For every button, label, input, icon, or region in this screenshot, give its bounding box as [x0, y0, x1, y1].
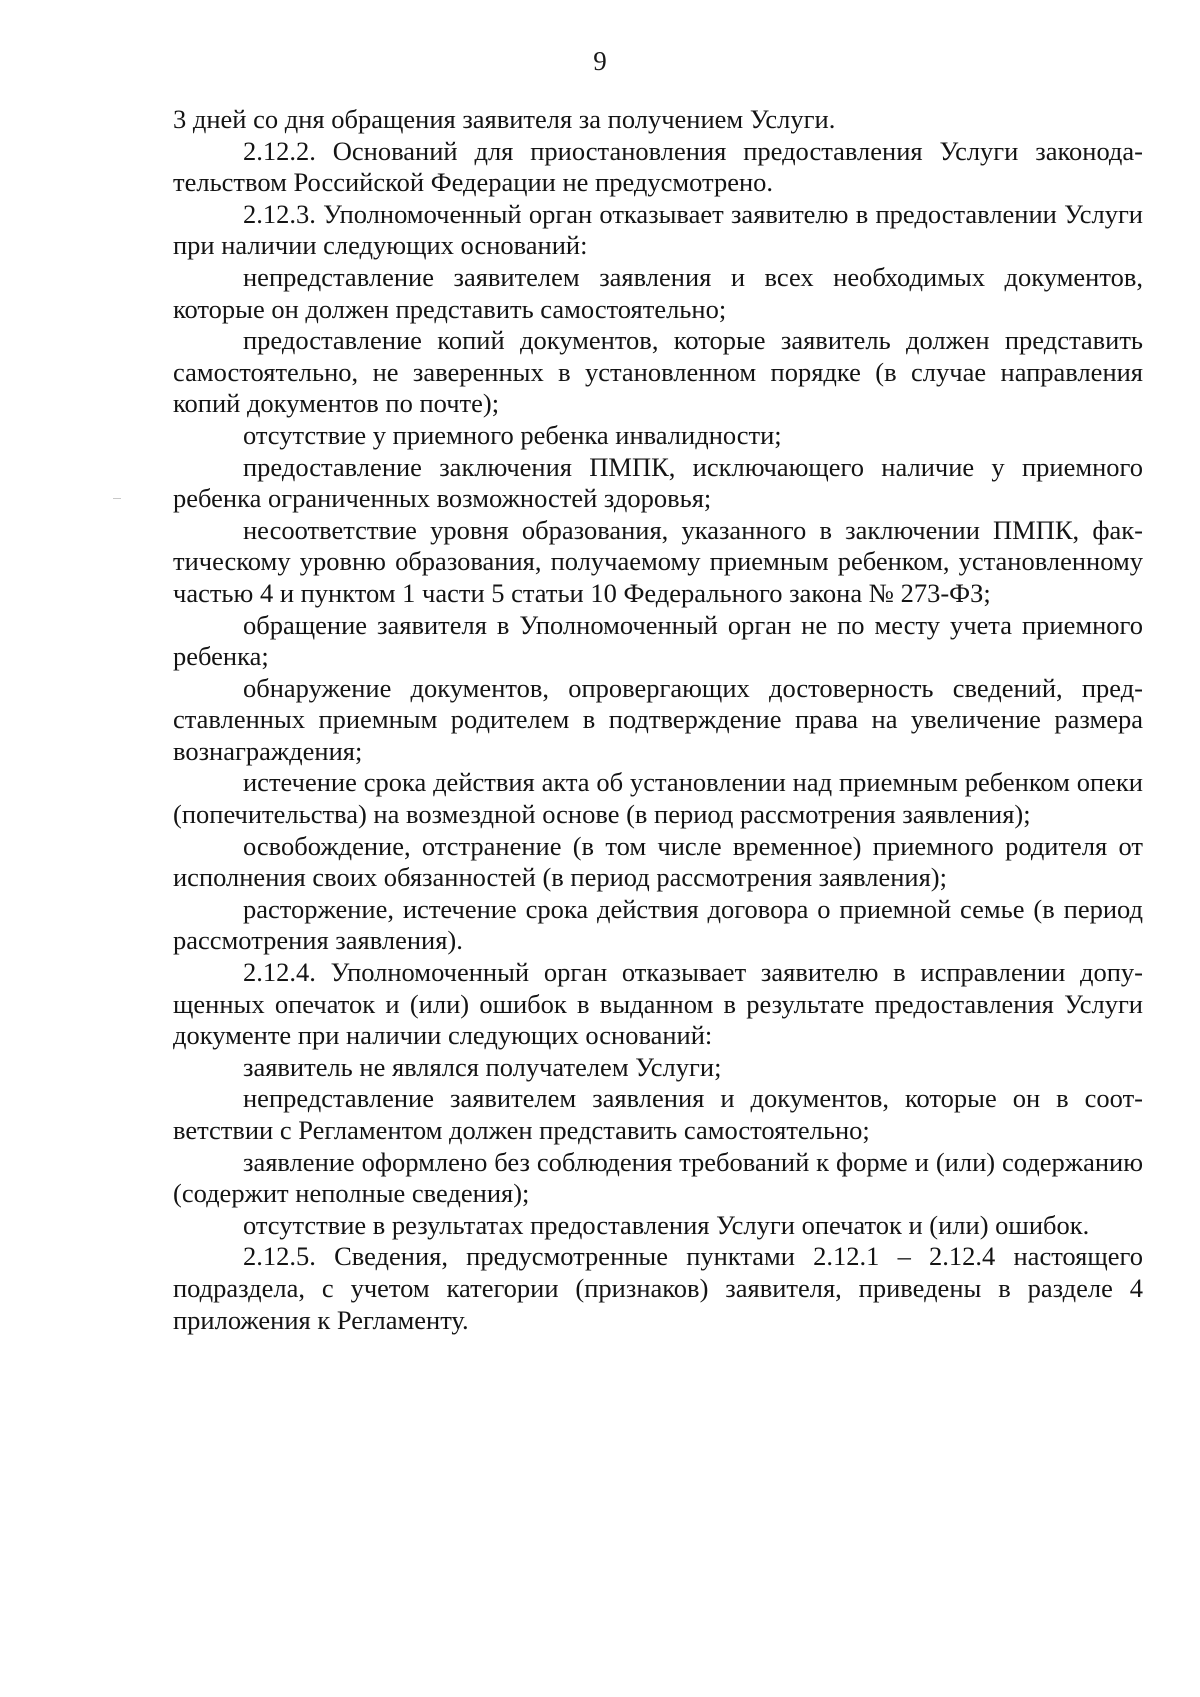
paragraph: предоставление заключения ПМПК, исключающего наличие у приемного ребенка ограниченных возможностей здоровья;	[173, 451, 1143, 514]
paragraph: расторжение, истечение срока действия договора о приемной семье (в период рассмотрения заявления).	[173, 893, 1143, 956]
paragraph: непредставление заявителем заявления и документов, которые он в соответствии с Регламентом должен представить самостоятельно;	[173, 1083, 1143, 1145]
page-number: 9	[593, 46, 607, 76]
paragraph: несоответствие уровня образования, указанного в заключении ПМПК, фактическому уровню образования, получаемому приемным ребенком, установленному частью 4 и пунктом 1 части 5 статьи 10 Федерального закона № 273-ФЗ;	[173, 514, 1143, 608]
paragraph: непредставление заявителем заявления и всех необходимых документов, которые он должен представить самостоятельно;	[173, 261, 1143, 324]
paragraph: заявитель не являлся получателем Услуги;	[243, 1051, 722, 1082]
body-text	[173, 104, 1143, 1336]
paragraph: 2.12.2. Оснований для приостановления предоставления Услуги законодательством Российской Федерации не предусмотрено.	[173, 135, 1143, 198]
paragraph: отсутствие у приемного ребенка инвалидности;	[243, 419, 782, 450]
paragraph: истечение срока действия акта об установлении над приемным ребенком опеки (попечительства) на возмездной основе (в период рассмотрения заявления);	[173, 767, 1143, 830]
paragraph: 3 дней со дня обращения заявителя за получением Услуги.	[173, 104, 836, 134]
margin-mark	[113, 498, 121, 499]
paragraph: обнаружение документов, опровергающих достоверность сведений, представленных приемным родителем в подтверждение права на увеличение размера вознаграждения;	[173, 672, 1143, 766]
paragraph: 2.12.3. Уполномоченный орган отказывает заявителю в предоставлении Услуги при наличии следующих оснований:	[173, 198, 1143, 261]
paragraph: предоставление копий документов, которые заявитель должен представить самостоятельно, не заверенных в установленном порядке (в случае направления копий документов по почте);	[173, 325, 1143, 419]
paragraph: заявление оформлено без соблюдения требований к форме и (или) содержанию (содержит неполные сведения);	[173, 1146, 1143, 1209]
paragraph: обращение заявителя в Уполномоченный орган не по месту учета приемного ребенка;	[173, 609, 1143, 672]
paragraph: 2.12.4. Уполномоченный орган отказывает заявителю в исправлении допущенных опечаток и (или) ошибок в выданном в результате предоставления Услуги документе при наличии следующих оснований:	[173, 957, 1143, 1051]
paragraph: отсутствие в результатах предоставления Услуги опечаток и (или) ошибок.	[243, 1209, 1090, 1240]
paragraph: 2.12.5. Сведения, предусмотренные пунктами 2.12.1 – 2.12.4 настоящего подраздела, с учетом категории (признаков) заявителя, приведены в разделе 4 приложения к Регламенту.	[173, 1241, 1143, 1335]
paragraph: освобождение, отстранение (в том числе временное) приемного родителя от исполнения своих обязанностей (в период рассмотрения заявления);	[173, 830, 1143, 893]
